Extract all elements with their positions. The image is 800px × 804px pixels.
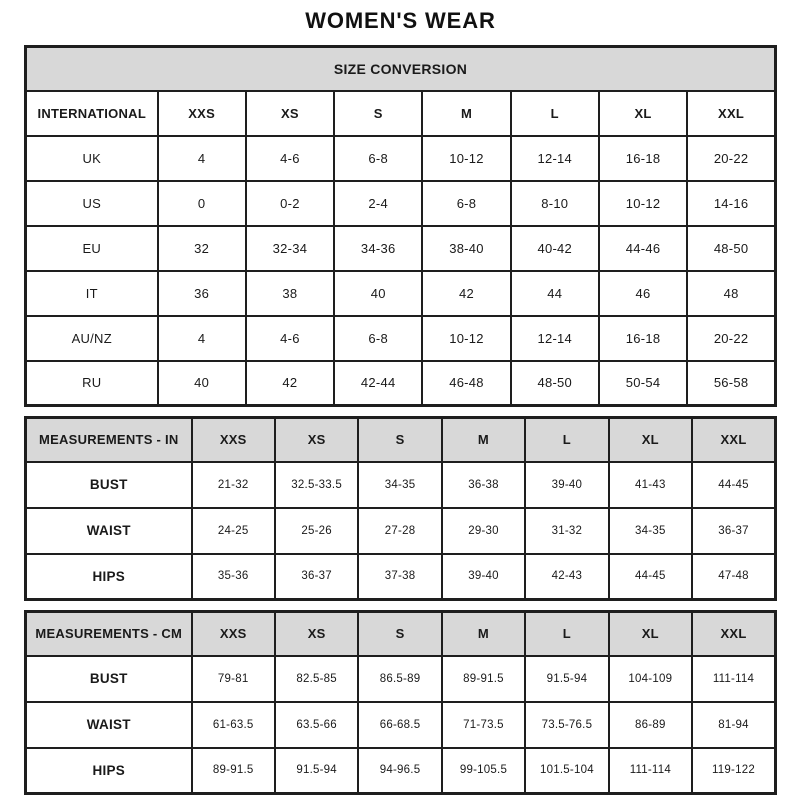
value-cell: 27-28 bbox=[358, 508, 441, 554]
size-header-cell: XS bbox=[275, 418, 358, 462]
page-title: WOMEN'S WEAR bbox=[305, 8, 496, 33]
value-cell: 6-8 bbox=[334, 316, 422, 361]
value-cell: 50-54 bbox=[599, 361, 687, 406]
value-cell: 31-32 bbox=[525, 508, 608, 554]
value-cell: 34-35 bbox=[609, 508, 692, 554]
size-header-cell: S bbox=[358, 418, 441, 462]
value-cell: 48-50 bbox=[511, 361, 599, 406]
tables-container bbox=[24, 45, 777, 795]
value-cell: 10-12 bbox=[422, 316, 510, 361]
size-header-cell: XS bbox=[275, 612, 358, 656]
value-cell: 34-35 bbox=[358, 462, 441, 508]
row-label-cell: AU/NZ bbox=[26, 316, 158, 361]
table-row bbox=[26, 361, 776, 406]
value-cell: 91.5-94 bbox=[275, 748, 358, 794]
value-cell: 89-91.5 bbox=[442, 656, 525, 702]
value-cell: 66-68.5 bbox=[358, 702, 441, 748]
value-cell: 0-2 bbox=[246, 181, 334, 226]
value-cell: 111-114 bbox=[609, 748, 692, 794]
value-cell: 20-22 bbox=[687, 136, 775, 181]
value-cell: 10-12 bbox=[422, 136, 510, 181]
size-header-cell: XXS bbox=[158, 91, 246, 136]
size-header-cell: S bbox=[334, 91, 422, 136]
size-header-cell: XL bbox=[609, 418, 692, 462]
table-banner: SIZE CONVERSION bbox=[26, 47, 776, 91]
value-cell: 36-37 bbox=[275, 554, 358, 600]
value-cell: 39-40 bbox=[525, 462, 608, 508]
table-title-cell: MEASUREMENTS - IN bbox=[26, 418, 192, 462]
value-cell: 89-91.5 bbox=[192, 748, 275, 794]
size-header-cell: XXL bbox=[692, 418, 775, 462]
value-cell: 29-30 bbox=[442, 508, 525, 554]
row-label-cell: EU bbox=[26, 226, 158, 271]
size-header-cell: M bbox=[422, 91, 510, 136]
size-header-cell: S bbox=[358, 612, 441, 656]
value-cell: 42 bbox=[246, 361, 334, 406]
value-cell: 6-8 bbox=[422, 181, 510, 226]
value-cell: 119-122 bbox=[692, 748, 775, 794]
value-cell: 16-18 bbox=[599, 316, 687, 361]
value-cell: 37-38 bbox=[358, 554, 441, 600]
value-cell: 48-50 bbox=[687, 226, 775, 271]
value-cell: 73.5-76.5 bbox=[525, 702, 608, 748]
size-conversion-table bbox=[24, 45, 777, 407]
value-cell: 39-40 bbox=[442, 554, 525, 600]
value-cell: 41-43 bbox=[609, 462, 692, 508]
value-cell: 40 bbox=[334, 271, 422, 316]
size-header-cell: L bbox=[511, 91, 599, 136]
value-cell: 36-38 bbox=[442, 462, 525, 508]
value-cell: 32 bbox=[158, 226, 246, 271]
value-cell: 86.5-89 bbox=[358, 656, 441, 702]
size-header-cell: XL bbox=[599, 91, 687, 136]
value-cell: 40-42 bbox=[511, 226, 599, 271]
size-header-cell: XXL bbox=[692, 612, 775, 656]
value-cell: 86-89 bbox=[609, 702, 692, 748]
row-label-cell: WAIST bbox=[26, 508, 192, 554]
value-cell: 47-48 bbox=[692, 554, 775, 600]
row-label-cell: BUST bbox=[26, 656, 192, 702]
size-header-cell: M bbox=[442, 418, 525, 462]
value-cell: 4 bbox=[158, 136, 246, 181]
value-cell: 12-14 bbox=[511, 136, 599, 181]
value-cell: 101.5-104 bbox=[525, 748, 608, 794]
value-cell: 32-34 bbox=[246, 226, 334, 271]
value-cell: 56-58 bbox=[687, 361, 775, 406]
row-label-cell: US bbox=[26, 181, 158, 226]
value-cell: 36 bbox=[158, 271, 246, 316]
value-cell: 2-4 bbox=[334, 181, 422, 226]
table-title-cell: MEASUREMENTS - CM bbox=[26, 612, 192, 656]
value-cell: 46-48 bbox=[422, 361, 510, 406]
value-cell: 71-73.5 bbox=[442, 702, 525, 748]
table-row bbox=[26, 226, 776, 271]
value-cell: 40 bbox=[158, 361, 246, 406]
value-cell: 38 bbox=[246, 271, 334, 316]
column-header-row bbox=[26, 91, 776, 136]
value-cell: 91.5-94 bbox=[525, 656, 608, 702]
table-row bbox=[26, 136, 776, 181]
row-label-cell: IT bbox=[26, 271, 158, 316]
row-label-cell: HIPS bbox=[26, 554, 192, 600]
size-header-cell: XS bbox=[246, 91, 334, 136]
table-row bbox=[26, 462, 776, 508]
size-header-cell: M bbox=[442, 612, 525, 656]
table-title-cell: INTERNATIONAL bbox=[26, 91, 158, 136]
table-row bbox=[26, 271, 776, 316]
size-guide-page bbox=[24, 8, 777, 795]
value-cell: 61-63.5 bbox=[192, 702, 275, 748]
table-row bbox=[26, 748, 776, 794]
value-cell: 82.5-85 bbox=[275, 656, 358, 702]
value-cell: 35-36 bbox=[192, 554, 275, 600]
value-cell: 99-105.5 bbox=[442, 748, 525, 794]
value-cell: 12-14 bbox=[511, 316, 599, 361]
table-banner-row bbox=[26, 47, 776, 91]
row-label-cell: HIPS bbox=[26, 748, 192, 794]
size-header-cell: XXL bbox=[687, 91, 775, 136]
value-cell: 0 bbox=[158, 181, 246, 226]
measurements-cm-table bbox=[24, 610, 777, 795]
table-row bbox=[26, 181, 776, 226]
row-label-cell: RU bbox=[26, 361, 158, 406]
value-cell: 21-32 bbox=[192, 462, 275, 508]
value-cell: 42 bbox=[422, 271, 510, 316]
row-label-cell: WAIST bbox=[26, 702, 192, 748]
table-row bbox=[26, 702, 776, 748]
value-cell: 4 bbox=[158, 316, 246, 361]
value-cell: 36-37 bbox=[692, 508, 775, 554]
value-cell: 46 bbox=[599, 271, 687, 316]
value-cell: 6-8 bbox=[334, 136, 422, 181]
value-cell: 104-109 bbox=[609, 656, 692, 702]
measurements-in-table bbox=[24, 416, 777, 601]
row-label-cell: UK bbox=[26, 136, 158, 181]
value-cell: 44-45 bbox=[609, 554, 692, 600]
value-cell: 111-114 bbox=[692, 656, 775, 702]
value-cell: 42-44 bbox=[334, 361, 422, 406]
row-label-cell: BUST bbox=[26, 462, 192, 508]
value-cell: 79-81 bbox=[192, 656, 275, 702]
value-cell: 44-45 bbox=[692, 462, 775, 508]
value-cell: 81-94 bbox=[692, 702, 775, 748]
size-header-cell: L bbox=[525, 612, 608, 656]
table-row bbox=[26, 316, 776, 361]
value-cell: 20-22 bbox=[687, 316, 775, 361]
value-cell: 94-96.5 bbox=[358, 748, 441, 794]
size-header-cell: XXS bbox=[192, 612, 275, 656]
value-cell: 34-36 bbox=[334, 226, 422, 271]
size-header-cell: XXS bbox=[192, 418, 275, 462]
value-cell: 32.5-33.5 bbox=[275, 462, 358, 508]
value-cell: 63.5-66 bbox=[275, 702, 358, 748]
size-header-cell: XL bbox=[609, 612, 692, 656]
value-cell: 8-10 bbox=[511, 181, 599, 226]
table-row bbox=[26, 508, 776, 554]
value-cell: 4-6 bbox=[246, 136, 334, 181]
value-cell: 48 bbox=[687, 271, 775, 316]
value-cell: 38-40 bbox=[422, 226, 510, 271]
value-cell: 44-46 bbox=[599, 226, 687, 271]
value-cell: 44 bbox=[511, 271, 599, 316]
value-cell: 16-18 bbox=[599, 136, 687, 181]
column-header-row bbox=[26, 418, 776, 462]
table-row bbox=[26, 656, 776, 702]
value-cell: 4-6 bbox=[246, 316, 334, 361]
value-cell: 42-43 bbox=[525, 554, 608, 600]
value-cell: 10-12 bbox=[599, 181, 687, 226]
value-cell: 24-25 bbox=[192, 508, 275, 554]
value-cell: 14-16 bbox=[687, 181, 775, 226]
column-header-row bbox=[26, 612, 776, 656]
value-cell: 25-26 bbox=[275, 508, 358, 554]
table-row bbox=[26, 554, 776, 600]
size-header-cell: L bbox=[525, 418, 608, 462]
